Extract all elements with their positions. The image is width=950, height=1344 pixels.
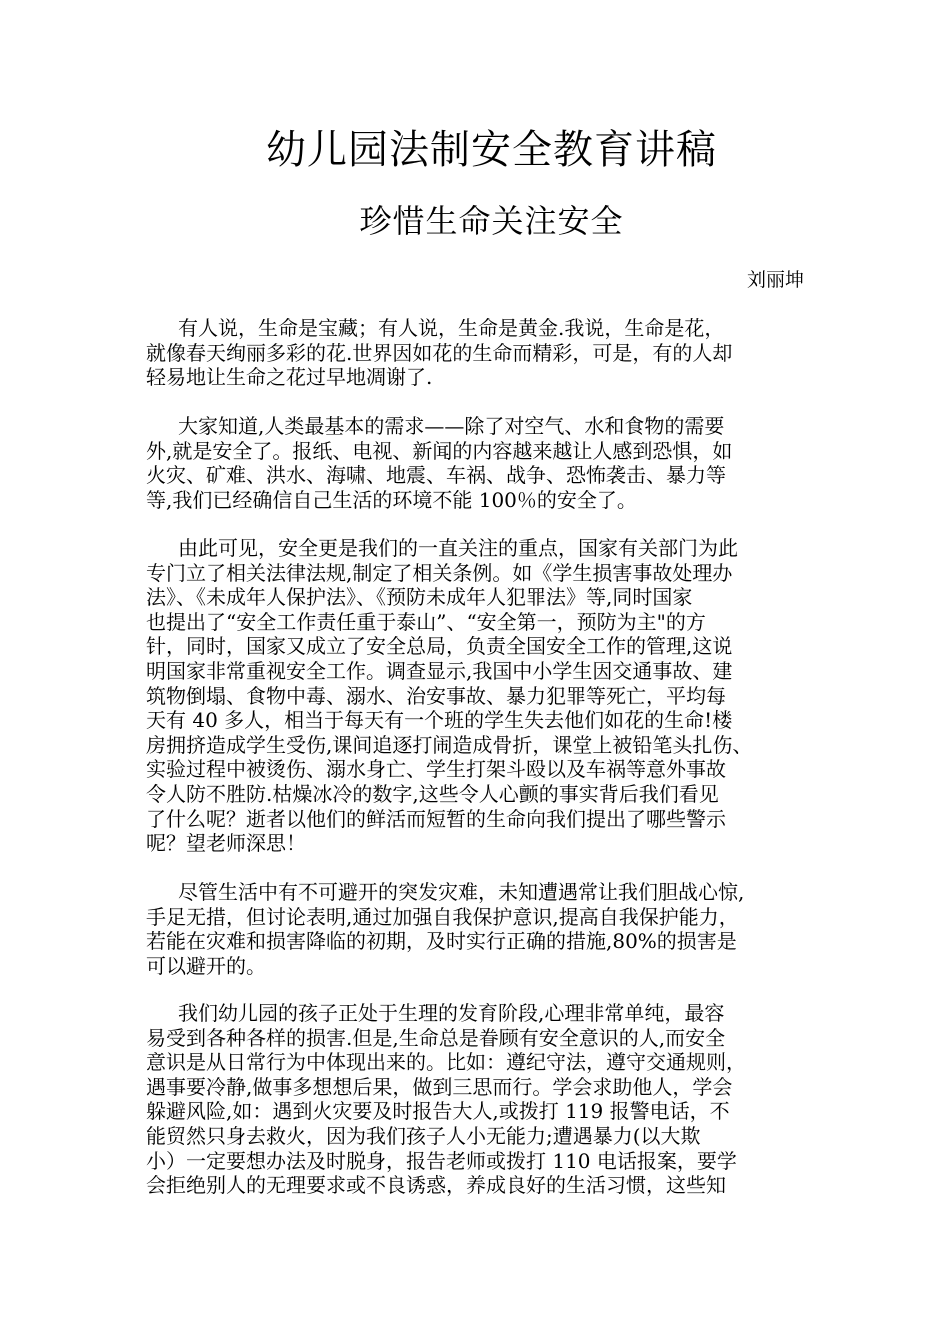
paragraph-3 <box>146 536 826 856</box>
text-line: 专门立了相关法律法规,制定了相关条例。如《学生损害事故处理办 <box>146 560 733 585</box>
document-title: 幼儿园法制安全教育讲稿 <box>266 127 717 173</box>
text-line: 遇事要冷静,做事多想想后果，做到三思而行。学会求助他人，学会 <box>146 1074 733 1099</box>
text-line: 等,我们已经确信自己生活的环境不能 100％的安全了。 <box>146 487 637 512</box>
text-line: 了什么呢？逝者以他们的鲜活而短暂的生命向我们提出了哪些警示 <box>146 806 726 831</box>
text-line: 意识是从日常行为中体现出来的。比如：遵纪守法，遵守交通规则， <box>146 1050 746 1075</box>
text-line: 由此可见，安全更是我们的一直关注的重点，国家有关部门为此 <box>178 536 738 560</box>
text-line: 大家知道,人类最基本的需求——除了对空气、水和食物的需要 <box>178 414 725 438</box>
text-line: 实验过程中被烫伤、溺水身亡、学生打架斗殴以及车祸等意外事故 <box>146 757 726 782</box>
text-line: 法》、《未成年人保护法》、《预防未成年人犯罪法》等,同时国家 <box>146 585 693 610</box>
text-line: 会拒绝别人的无理要求或不良诱惑，养成良好的生活习惯，这些知 <box>146 1173 726 1198</box>
text-line: 明国家非常重视安全工作。调查显示,我国中小学生因交通事故、建 <box>146 658 733 683</box>
text-line: 若能在灾难和损害降临的初期，及时实行正确的措施,80%的损害是 <box>146 929 737 954</box>
text-line: 我们幼儿园的孩子正处于生理的发育阶段,心理非常单纯，最容 <box>178 1001 725 1025</box>
text-line: 呢？望老师深思！ <box>146 831 306 856</box>
paragraph-1 <box>146 316 826 390</box>
author-name: 刘丽坤 <box>746 269 804 291</box>
text-line: 能贸然只身去救火，因为我们孩子人小无能力;遭遇暴力(以大欺 <box>146 1123 701 1148</box>
text-line: 令人防不胜防.枯燥冰冷的数字,这些令人心颤的事实背后我们看见 <box>146 781 719 806</box>
paragraph-4 <box>146 880 826 978</box>
text-line: 有人说，生命是宝藏；有人说，生命是黄金.我说，生命是花， <box>178 316 725 340</box>
text-line: 手足无措，但讨论表明,通过加强自我保护意识,提高自我保护能力， <box>146 904 739 929</box>
text-line: 天有 40 多人，相当于每天有一个班的学生失去他们如花的生命!楼 <box>146 708 733 733</box>
text-line: 易受到各种各样的损害.但是,生命总是眷顾有安全意识的人,而安全 <box>146 1025 726 1050</box>
text-line: 尽管生活中有不可避开的突发灾难，未知遭遇常让我们胆战心惊, <box>178 880 745 904</box>
paragraph-2 <box>146 414 826 512</box>
text-line: 躲避风险,如：遇到火灾要及时报告大人,或拨打 119 报警电话，不 <box>146 1099 730 1124</box>
text-line: 小）一定要想办法及时脱身，报告老师或拨打 110 电话报案，要学 <box>146 1148 737 1173</box>
paragraph-5 <box>146 1001 826 1198</box>
document-subtitle: 珍惜生命关注安全 <box>359 202 624 240</box>
text-line: 针，同时，国家又成立了安全总局，负责全国安全工作的管理,这说 <box>146 634 733 659</box>
text-line: 房拥挤造成学生受伤,课间追逐打闹造成骨折，课堂上被铅笔头扎伤、 <box>146 732 753 757</box>
text-line: 轻易地让生命之花过早地凋谢了. <box>146 365 433 390</box>
text-line: 外,就是安全了。报纸、电视、新闻的内容越来越让人感到恐惧，如 <box>146 438 733 463</box>
text-line: 可以避开的。 <box>146 953 266 978</box>
text-line: 就像春天绚丽多彩的花.世界因如花的生命而精彩，可是，有的人却 <box>146 340 733 365</box>
text-line: 也提出了“安全工作责任重于泰山”、“安全第一，预防为主"的方 <box>146 609 706 634</box>
text-line: 筑物倒塌、食物中毒、溺水、治安事故、暴力犯罪等死亡，平均每 <box>146 683 726 708</box>
text-line: 火灾、矿难、洪水、海啸、地震、车祸、战争、恐怖袭击、暴力等 <box>146 463 726 488</box>
